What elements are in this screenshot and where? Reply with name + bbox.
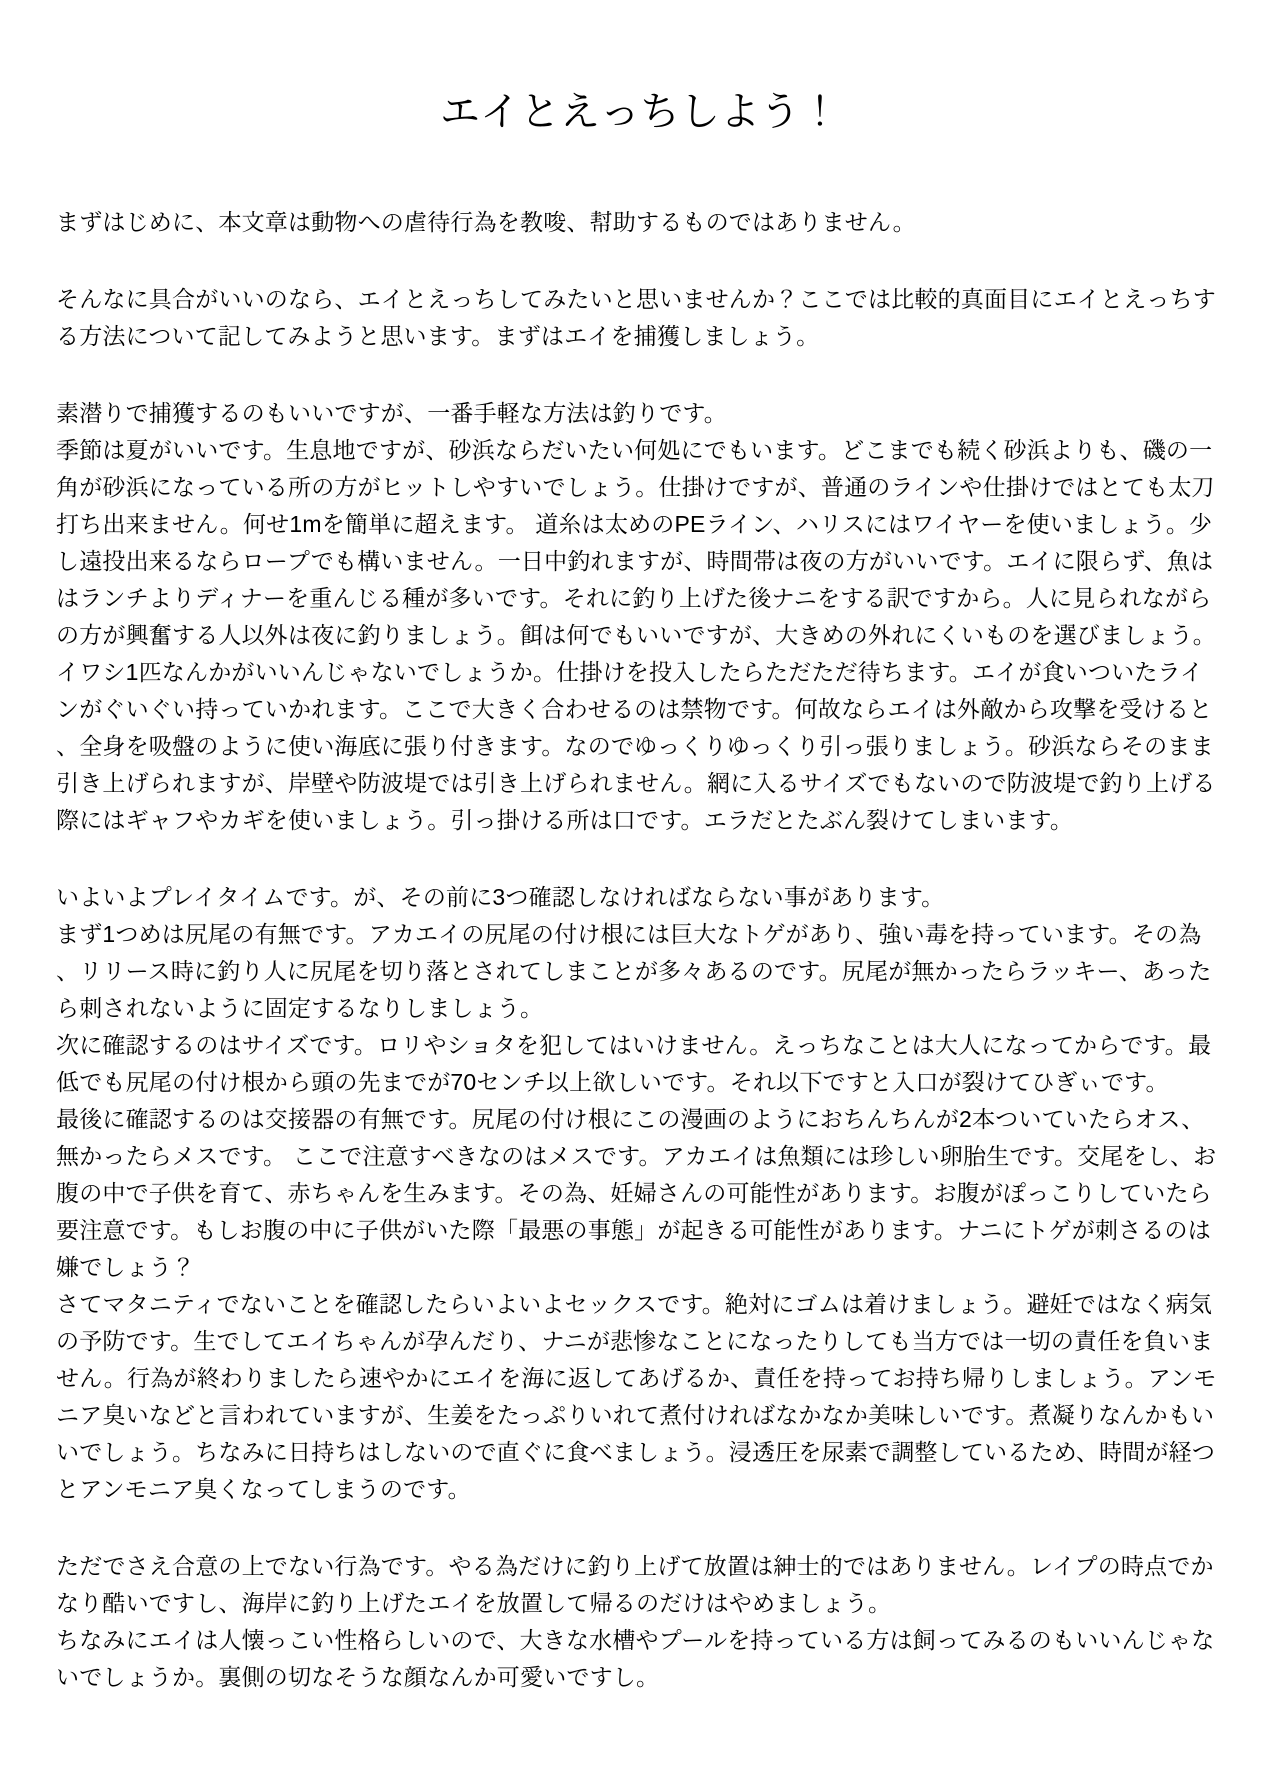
page-title: エイとえっちしよう！ (440, 90, 840, 134)
document-body (56, 204, 1224, 1696)
text-block (56, 204, 1224, 241)
paragraph: いよいよプレイタイムです。が、その前に3つ確認しなければならない事があります。 (56, 884, 945, 910)
paragraph: ちなみにエイは人懐っこい性格らしいので、大きな水槽やプールを持っている方は飼ってみるのもいいんじゃないでしょうか。裏側の切なそうな顔なんか可愛いですし。 (56, 1627, 1215, 1690)
text-block (56, 879, 1224, 1508)
text-block (56, 395, 1224, 839)
text-block (56, 281, 1224, 355)
paragraph: そんなに具合がいいのなら、エイとえっちしてみたいと思いませんか？ここでは比較的真面目にエイとえっちする方法について記してみようと思います。まずはエイを捕獲しましょう。 (56, 286, 1216, 349)
text-block (56, 1548, 1224, 1696)
paragraph: 素潜りで捕獲するのもいいですが、一番手軽な方法は釣りです。 (56, 400, 727, 426)
paragraph: さてマタニティでないことを確認したらいよいよセックスです。絶対にゴムは着けましょう。避妊ではなく病気の予防です。生でしてエイちゃんが孕んだり、ナニが悲惨なことになったりしても当方では一切の責任を負いません。行為が終わりましたら速やかにエイを海に返してあげるか、責任を持ってお持ち帰りしましょう。アンモニア臭いなどと言われていますが、生姜をたっぷりいれて煮付ければなかなか美味しいです。煮凝りなんかもいいでしょう。ちなみに日持ちはしないので直ぐに食べましょう。浸透圧を尿素で調整しているため、時間が経つとアンモニア臭くなってしまうのです。 (56, 1291, 1217, 1502)
paragraph: 次に確認するのはサイズです。ロリやショタを犯してはいけません。えっちなことは大人になってからです。最低でも尻尾の付け根から頭の先までが70センチ以上欲しいです。それ以下ですと入口が裂けてひぎぃです。 (56, 1032, 1212, 1095)
paragraph: まず1つめは尻尾の有無です。アカエイの尻尾の付け根には巨大なトゲがあり、強い毒を持っています。その為、リリース時に釣り人に尻尾を切り落とされてしまことが多々あるのです。尻尾が無かったらラッキー、あったら刺されないように固定するなりしましょう。 (56, 921, 1212, 1021)
paragraph: 最後に確認するのは交接器の有無です。尻尾の付け根にこの漫画のようにおちんちんが2本ついていたらオス、無かったらメスです。 ここで注意すべきなのはメスです。アカエイは魚類には珍しい卵胎生です。交尾をし、お腹の中で子供を育て、赤ちゃんを生みます。その為、妊婦さんの可能性があります。お腹がぽっこりしていたら要注意です。もしお腹の中に子供がいた際「最悪の事態」が起きる可能性があります。ナニにトゲが刺さるのは嫌でしょう？ (56, 1106, 1217, 1280)
paragraph: まずはじめに、本文章は動物への虐待行為を教唆、幇助するものではありません。 (56, 209, 916, 235)
paragraph: 季節は夏がいいです。生息地ですが、砂浜ならだいたい何処にでもいます。どこまでも続く砂浜よりも、磯の一角が砂浜になっている所の方がヒットしやすいでしょう。仕掛けですが、普通のラインや仕掛けではとても太刀打ち出来ません。何せ1mを簡単に超えます。 道糸は太めのPEライン、ハリスにはワイヤーを使いましょう。少し遠投出来るならロープでも構いません。一日中釣れますが、時間帯は夜の方がいいです。エイに限らず、魚ははランチよりディナーを重んじる種が多いです。それに釣り上げた後ナニをする訳ですから。人に見られながらの方が興奮する人以外は夜に釣りましょう。餌は何でもいいですが、大きめの外れにくいものを選びましょう。イワシ1匹なんかがいいんじゃないでしょうか。仕掛けを投入したらただただ待ちます。エイが食いついたラインがぐいぐい持っていかれます。ここで大きく合わせるのは禁物です。何故ならエイは外敵から攻撃を受けると、全身を吸盤のように使い海底に張り付きます。なのでゆっくりゆっくり引っ張りましょう。砂浜ならそのまま引き上げられますが、岸壁や防波堤では引き上げられません。網に入るサイズでもないので防波堤で釣り上げる際にはギャフやカギを使いましょう。引っ掛ける所は口です。エラだとたぶん裂けてしまいます。 (56, 437, 1216, 833)
paragraph: ただでさえ合意の上でない行為です。やる為だけに釣り上げて放置は紳士的ではありません。レイプの時点でかなり酷いですし、海岸に釣り上げたエイを放置して帰るのだけはやめましょう。 (56, 1553, 1214, 1616)
